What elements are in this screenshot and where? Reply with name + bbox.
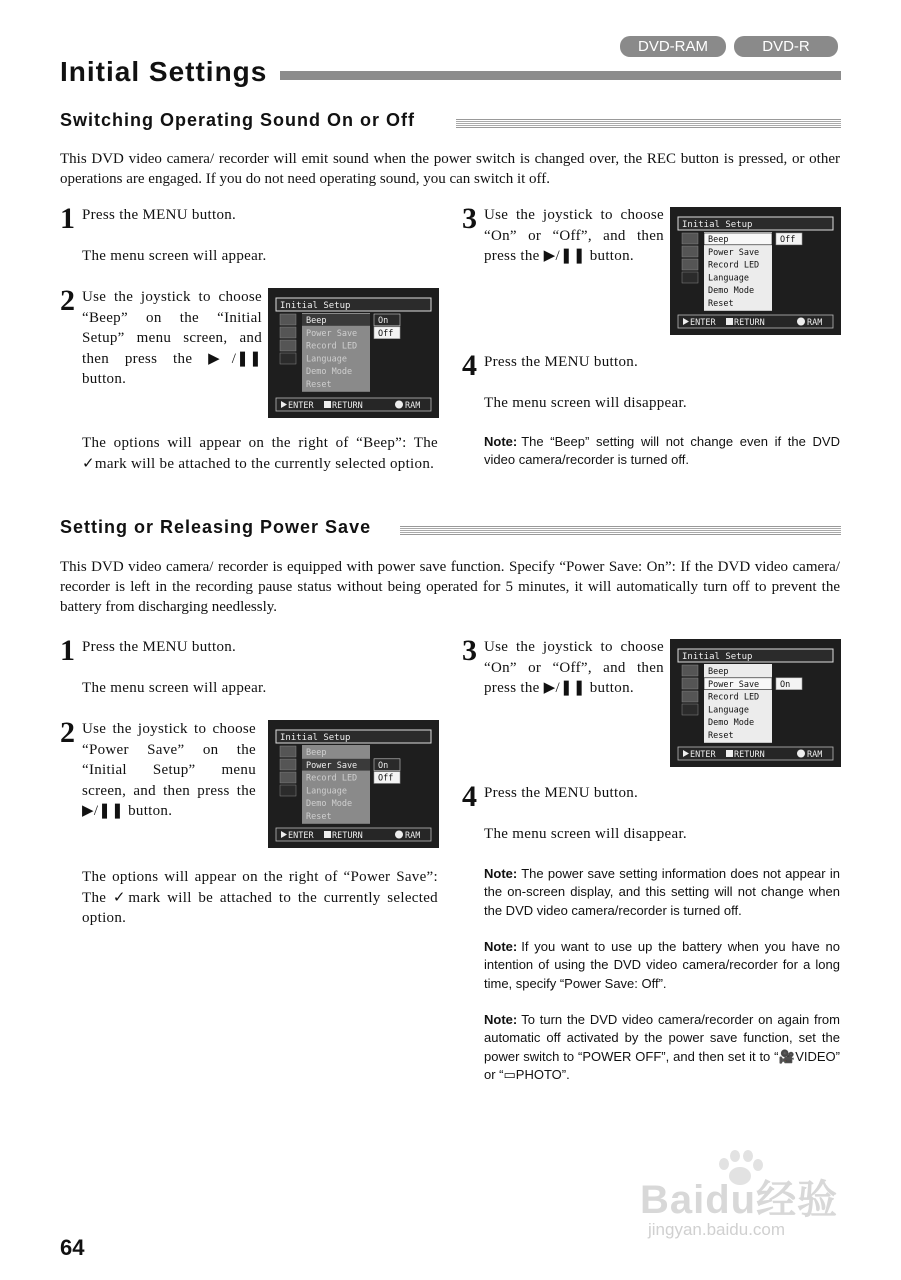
- menu-item: Power Save: [708, 247, 760, 258]
- menu-item: Demo Mode: [708, 718, 755, 729]
- s1-step4-sub: The menu screen will disappear.: [484, 395, 687, 411]
- footer-media: RAM: [405, 831, 421, 841]
- footer-enter: ENTER: [690, 318, 716, 328]
- page-number: 64: [60, 1235, 85, 1260]
- dvd-r-badge: DVD-R: [734, 36, 838, 57]
- menu-item: Record LED: [708, 260, 760, 271]
- menu-item: Demo Mode: [306, 367, 353, 378]
- disc-icon: [797, 750, 805, 758]
- footer-media: RAM: [807, 318, 823, 328]
- note-text: The power save setting information does not appear in the on-screen display, and this setting will not change when the DVD video camera/recorder is turned off.: [484, 866, 840, 918]
- menu-item: Power Save: [306, 760, 358, 771]
- s2-step3-text: Use the joystick to choose “On” or “Off”, and then press the ▶/❚❚ button.: [484, 639, 664, 696]
- s1-step3-text: Use the joystick to choose “On” or “Off”, and then press the ▶/❚❚ button.: [484, 207, 664, 264]
- section2-intro: This DVD video camera/ recorder is equipped with power save function. Specify “Power Save: On”: If the DVD video camera/ recorder is left in the recording pause status without being operated for 5 minutes, it will automatically turn off to prevent the battery from discharging needlessly.: [60, 559, 840, 615]
- s1-step3-menu-screen: [670, 207, 841, 335]
- note-label: Note:: [484, 1012, 518, 1027]
- footer-enter: ENTER: [288, 401, 314, 411]
- footer-return: RETURN: [332, 831, 363, 841]
- menu-item: Record LED: [306, 341, 358, 352]
- menu-title: Initial Setup: [280, 301, 351, 311]
- s2-step2-menu-screen: [268, 720, 439, 848]
- note-label: Note:: [484, 939, 518, 954]
- disc-icon: [395, 401, 403, 409]
- s1-step2-menu-screen: [268, 288, 439, 418]
- s1-step2-number: 2: [60, 284, 75, 317]
- menu-item: Record LED: [306, 773, 358, 784]
- s2-step2-sub: The options will appear on the right of “Power Save”: The ✓mark will be attached to the currently selected option.: [82, 869, 438, 926]
- menu-item: Language: [306, 354, 347, 365]
- s2-note-1: [484, 865, 840, 920]
- menu-title: Initial Setup: [682, 220, 753, 230]
- option-value: On: [780, 679, 791, 690]
- option-on: On: [378, 316, 389, 326]
- option-off: Off: [378, 773, 394, 784]
- menu-item: Language: [306, 786, 347, 797]
- s2-step4-number: 4: [462, 780, 477, 813]
- menu-title: Initial Setup: [682, 652, 753, 662]
- setup-icon: [280, 327, 296, 338]
- film-icon: [682, 259, 698, 270]
- s2-step1-text: Press the MENU button.: [82, 639, 237, 655]
- menu-item: Power Save: [306, 328, 358, 339]
- section2-rule: [400, 526, 841, 535]
- s1-note: [484, 433, 840, 470]
- stop-icon: [726, 750, 733, 757]
- menu-item: Record LED: [708, 692, 760, 703]
- section1-intro: This DVD video camera/ recorder will emit sound when the power switch is changed over, the REC button is pressed, or other operations are engaged. If you do not need operating sound, you can switch it off.: [60, 151, 840, 187]
- disc-icon: [395, 831, 403, 839]
- tools-icon: [682, 272, 698, 283]
- section1-heading: Switching Operating Sound On or Off: [60, 110, 415, 130]
- menu-item: Language: [708, 273, 749, 284]
- s2-step1-number: 1: [60, 634, 75, 667]
- s1-step2-sub: The options will appear on the right of “Beep”: The ✓mark will be attached to the currently selected option.: [82, 435, 438, 472]
- setup-icon: [682, 246, 698, 257]
- s1-step1-sub: The menu screen will appear.: [82, 248, 267, 264]
- setup-icon: [280, 759, 296, 770]
- film-icon: [280, 772, 296, 783]
- menu-item: Beep: [306, 316, 327, 326]
- footer-return: RETURN: [734, 750, 765, 760]
- menu-item: Reset: [708, 731, 734, 741]
- film-icon: [280, 340, 296, 351]
- camera-icon: [280, 746, 296, 757]
- menu-item: Reset: [708, 299, 734, 309]
- menu-item: Demo Mode: [306, 799, 353, 810]
- menu-item: Beep: [306, 748, 327, 758]
- footer-return: RETURN: [332, 401, 363, 411]
- menu-item: Reset: [306, 380, 332, 390]
- setup-icon: [682, 678, 698, 689]
- s2-step3-menu-screen: [670, 639, 841, 767]
- footer-return: RETURN: [734, 318, 765, 328]
- baidu-watermark: [630, 1150, 850, 1250]
- s2-step2-number: 2: [60, 716, 75, 749]
- note-text: If you want to use up the battery when you have no intention of using the DVD video camera/recorder for a long time, specify “Power Save: Off”.: [484, 939, 840, 991]
- section2-heading: Setting or Releasing Power Save: [60, 517, 372, 537]
- s2-step1-sub: The menu screen will appear.: [82, 680, 267, 696]
- stop-icon: [324, 831, 331, 838]
- s2-step4-text: Press the MENU button.: [484, 785, 639, 801]
- menu-item: Power Save: [708, 679, 760, 690]
- s1-step1-text: Press the MENU button.: [82, 207, 237, 223]
- s2-step3-number: 3: [462, 634, 477, 667]
- stop-icon: [324, 401, 331, 408]
- footer-enter: ENTER: [288, 831, 314, 841]
- option-on: On: [378, 760, 389, 771]
- s2-note-3: [484, 1011, 840, 1084]
- note-label: Note:: [484, 866, 518, 881]
- s2-step4-sub: The menu screen will disappear.: [484, 826, 687, 842]
- s1-step4-number: 4: [462, 349, 477, 382]
- s2-note-2: [484, 938, 840, 993]
- menu-item: Demo Mode: [708, 286, 755, 297]
- menu-item: Beep: [708, 235, 729, 245]
- menu-item: Language: [708, 705, 749, 716]
- option-value: Off: [780, 235, 796, 245]
- section1-rule: [456, 119, 841, 128]
- menu-title: Initial Setup: [280, 733, 351, 743]
- note-text: The “Beep” setting will not change even if the DVD video camera/recorder is turned off.: [484, 434, 840, 468]
- camera-icon: [682, 665, 698, 676]
- page-title: Initial Settings: [60, 56, 268, 87]
- s1-step3-number: 3: [462, 202, 477, 235]
- title-rule: [280, 71, 841, 80]
- tools-icon: [280, 353, 296, 364]
- camera-icon: [682, 233, 698, 244]
- disc-icon: [797, 318, 805, 326]
- menu-item: Reset: [306, 812, 332, 822]
- footer-enter: ENTER: [690, 750, 716, 760]
- note-label: Note:: [484, 434, 518, 449]
- note-text: To turn the DVD video camera/recorder on again from automatic off activated by the power save function, set the power switch to “POWER OFF”, and then set it to “🎥VIDEO” or “▭PHOTO”.: [484, 1012, 840, 1082]
- tools-icon: [280, 785, 296, 796]
- s1-step2-text: Use the joystick to choose “Beep” on the “Initial Setup” menu screen, and then press the ▶/❚❚ button.: [82, 289, 262, 387]
- tools-icon: [682, 704, 698, 715]
- footer-media: RAM: [405, 401, 421, 411]
- camera-icon: [280, 314, 296, 325]
- stop-icon: [726, 318, 733, 325]
- menu-item: Beep: [708, 667, 729, 677]
- s1-step1-number: 1: [60, 202, 75, 235]
- film-icon: [682, 691, 698, 702]
- option-off: Off: [378, 328, 394, 339]
- watermark-url: jingyan.baidu.com: [648, 1220, 786, 1239]
- footer-media: RAM: [807, 750, 823, 760]
- watermark-brand: Baidu经验: [640, 1178, 839, 1222]
- dvd-ram-badge: DVD-RAM: [620, 36, 726, 57]
- s1-step4-text: Press the MENU button.: [484, 354, 639, 370]
- s2-step2-text: Use the joystick to choose “Power Save” on the “Initial Setup” menu screen, and then press the ▶/❚❚ button.: [82, 721, 256, 819]
